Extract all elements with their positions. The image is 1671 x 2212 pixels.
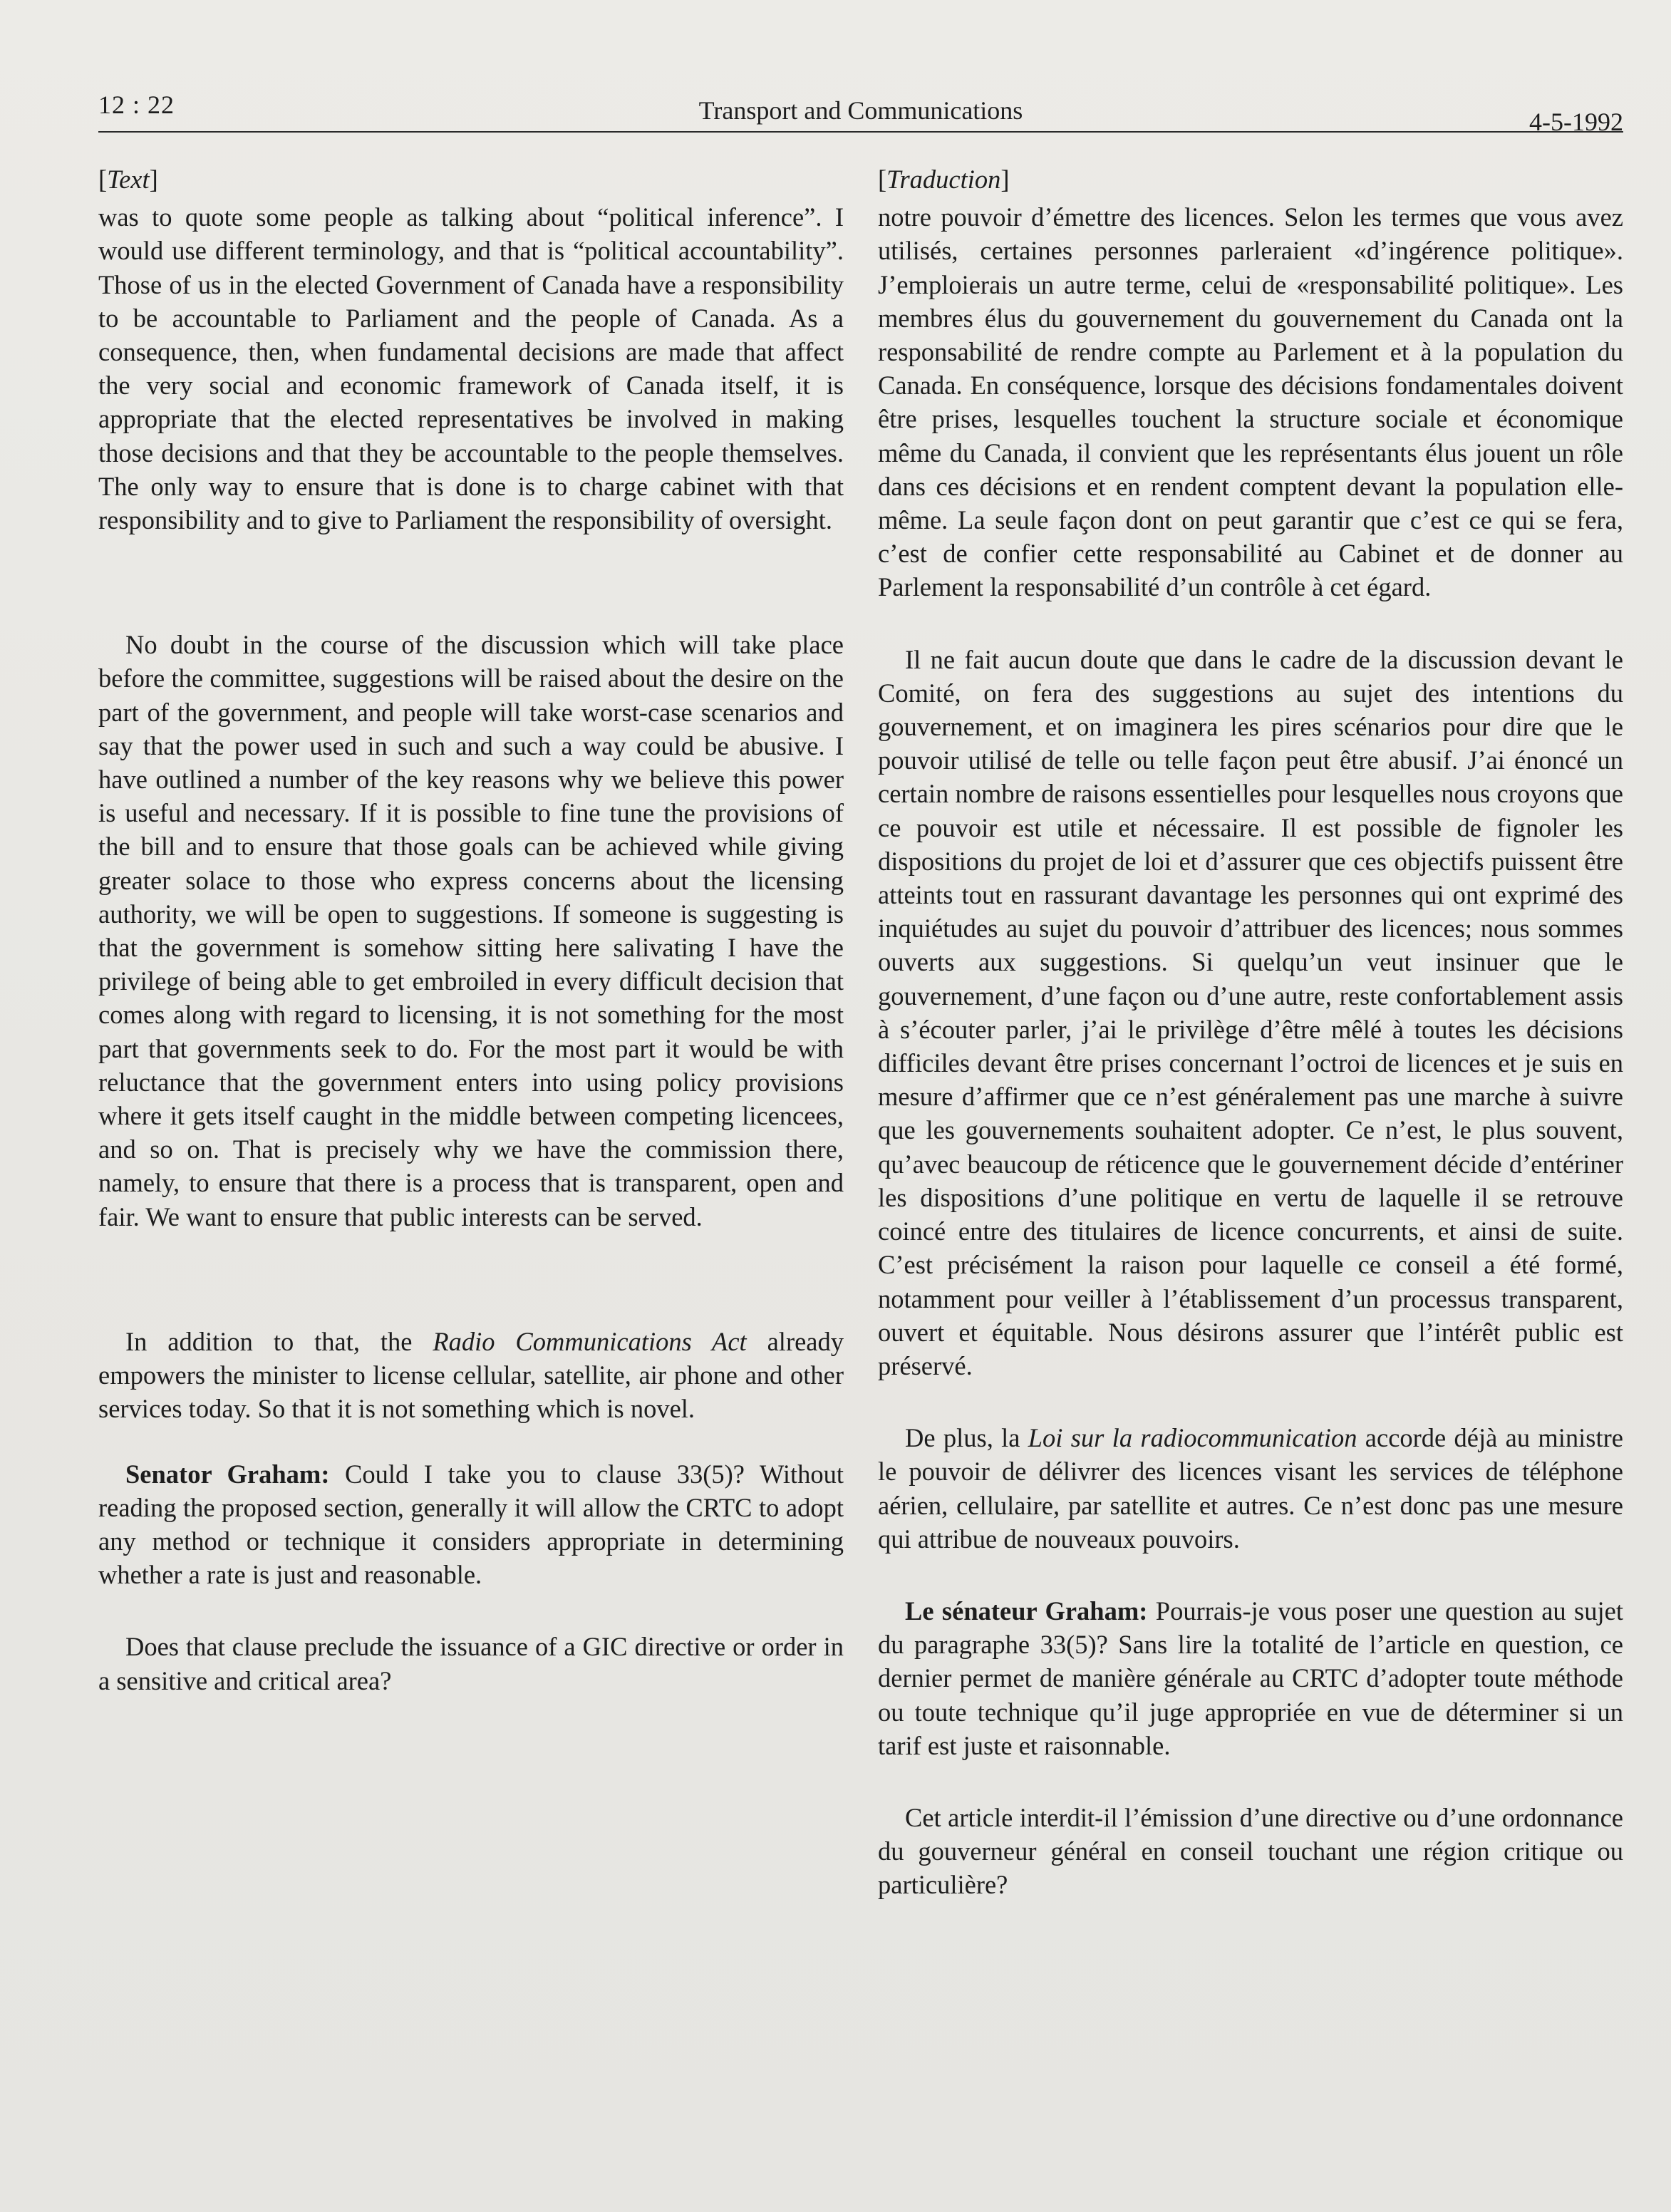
- paragraph: notre pouvoir d’émettre des licences. Selon les termes que vous avez utilisés, certaines personnes parleraient «d’ingérence politique». J’emploierais un autre terme, celui de «responsabilité politique». Les membres élus du gouvernement du gouvernement du Canada ont la responsabilité de rendre compte au Parlement et à la population du Canada. En conséquence, lorsque des décisions fondamentales doivent être prises, lesquelles touchent la structure sociale et économique même du Canada, il convient que les représentants élus jouent un rôle dans ces décisions et en rendent comptent devant la population elle-même. La seule façon dont on peut garantir que c’est ce qui se fera, c’est de confier cette responsabilité au Cabinet et de donner au Parlement la responsabilité d’un contrôle à cet égard.: [878, 202, 1623, 602]
- paragraph: Does that clause preclude the issuance of a GIC directive or order in a sensitive and critical area?: [98, 1632, 844, 1695]
- paragraph: Il ne fait aucun doute que dans le cadre de la discussion devant le Comité, on fera des suggestions au sujet des intentions du gouvernement, et on imaginera les pires scénarios pour dire que le pouvoir utilisé de telle ou telle façon peut être abusif. J’ai énoncé un certain nombre de raisons essentielles pour lesquelles nous croyons que ce pouvoir est utile et nécessaire. Il est possible de fignoler les dispositions du projet de loi et d’assurer que ces objectifs puissent être atteints tout en rassurant davantage les personnes qui ont exprimé des inquiétudes au sujet du pouvoir d’attribuer des licences; nous sommes ouverts aux suggestions. Si quelqu’un veut insinuer que le gouvernement, d’une façon ou d’une autre, reste confortablement assis à s’écouter parler, j’ai le privilège d’être mêlé à toutes les décisions difficiles devant être prises concernant l’octroi de licences et je suis en mesure d’affirmer que ce n’est généralement pas une marche à suivre que les gouvernements souhaitent adopter. Ce n’est, le plus souvent, qu’avec beaucoup de réticence que le gouvernement décide d’entériner les dispositions d’une politique en vertu de laquelle il se retrouve coincé entre des titulaires de licence concurrents, et ainsi de suite. C’est précisément la raison pour laquelle ce conseil a été formé, notamment pour veiller à l’établissement d’un processus transparent, ouvert et équitable. Nous désirons assurer que l’intérêt public est préservé.: [878, 644, 1623, 1380]
- speaker-name: Senator Graham:: [125, 1459, 330, 1489]
- speaker-name: Le sénateur Graham:: [905, 1596, 1148, 1626]
- running-title: Transport and Communications: [698, 96, 1023, 125]
- paragraph: No doubt in the course of the discussion which will take place before the committee, suggestions will be raised about the desire on the part of the government, and people will take worst-case scenarios and say that the power used in such and such a way could be abusive. I have outlined a number of the key reasons why we believe this power is useful and necessary. If it is possible to fine tune the provisions of the bill and to ensure that those goals can be achieved while giving greater solace to those who express concerns about the licensing authority, we will be open to suggestions. If someone is suggesting is that the government is somehow sitting here salivating I have the privilege of being able to get embroiled in every difficult decision that comes along with regard to licensing, it is not something for the most part that governments seek to do. For the most part it would be with reluctance that the government enters into using policy provisions where it gets itself caught in the middle between competing licencees, and so on. That is precisely why we have the commission there, namely, to ensure that there is a process that is transparent, open and fair. We want to ensure that public interests can be served.: [98, 630, 844, 1231]
- header-date: 4-5-1992: [1529, 108, 1623, 136]
- speaker-paragraph: Le sénateur Graham: Pourrais-je vous poser une question au sujet du paragraphe 33(5)? Sans lire la totalité de l’article en question, ce dernier permet de manière générale au CRTC d’adopter toute méthode ou toute technique qu’il juge appropriée en vue de déterminer si un tarif est juste et raisonnable.: [878, 1596, 1623, 1760]
- paragraph: In addition to that, the Radio Communications Act already empowers the minister to license cellular, satellite, air phone and other services today. So that it is not something which is novel.: [98, 1326, 844, 1424]
- speaker-paragraph: Senator Graham: Could I take you to clause 33(5)? Without reading the proposed section, generally it will allow the CRTC to adopt any method or technique it considers appropriate in determining whether a rate is just and reasonable.: [98, 1459, 844, 1590]
- paragraph: was to quote some people as talking about “political inference”. I would use different terminology, and that is “political accountability”. Those of us in the elected Government of Canada have a responsibility to be accountable to Parliament and the people of Canada. As a consequence, then, when fundamental decisions are made that affect the very social and economic framework of Canada itself, it is appropriate that the elected representatives be involved in making those decisions and that they be accountable to the people themselves. The only way to ensure that is done is to charge cabinet with that responsibility and to give to Parliament the responsibility of oversight.: [98, 202, 844, 535]
- page-header: [98, 87, 1623, 136]
- header-rule: [98, 131, 1623, 133]
- french-column: [878, 162, 1623, 1902]
- act-title: Radio Communications Act: [433, 1326, 747, 1356]
- paragraph: Cet article interdit-il l’émission d’une directive ou d’une ordonnance du gouverneur général en conseil touchant une région critique ou particulière?: [878, 1802, 1623, 1900]
- language-tag-traduction: [Traduction]: [878, 165, 1010, 194]
- english-column: [98, 162, 844, 1697]
- paragraph: De plus, la Loi sur la radiocommunication accorde déjà au ministre le pouvoir de délivrer des licences visant les services de téléphone aérien, cellulaire, par satellite et autres. Ce n’est donc pas une mesure qui attribue de nouveaux pouvoirs.: [878, 1423, 1623, 1554]
- language-tag-text: [Text]: [98, 165, 158, 194]
- act-title: Loi sur la radiocommunication: [1028, 1423, 1357, 1453]
- page-number: 12 : 22: [98, 91, 175, 119]
